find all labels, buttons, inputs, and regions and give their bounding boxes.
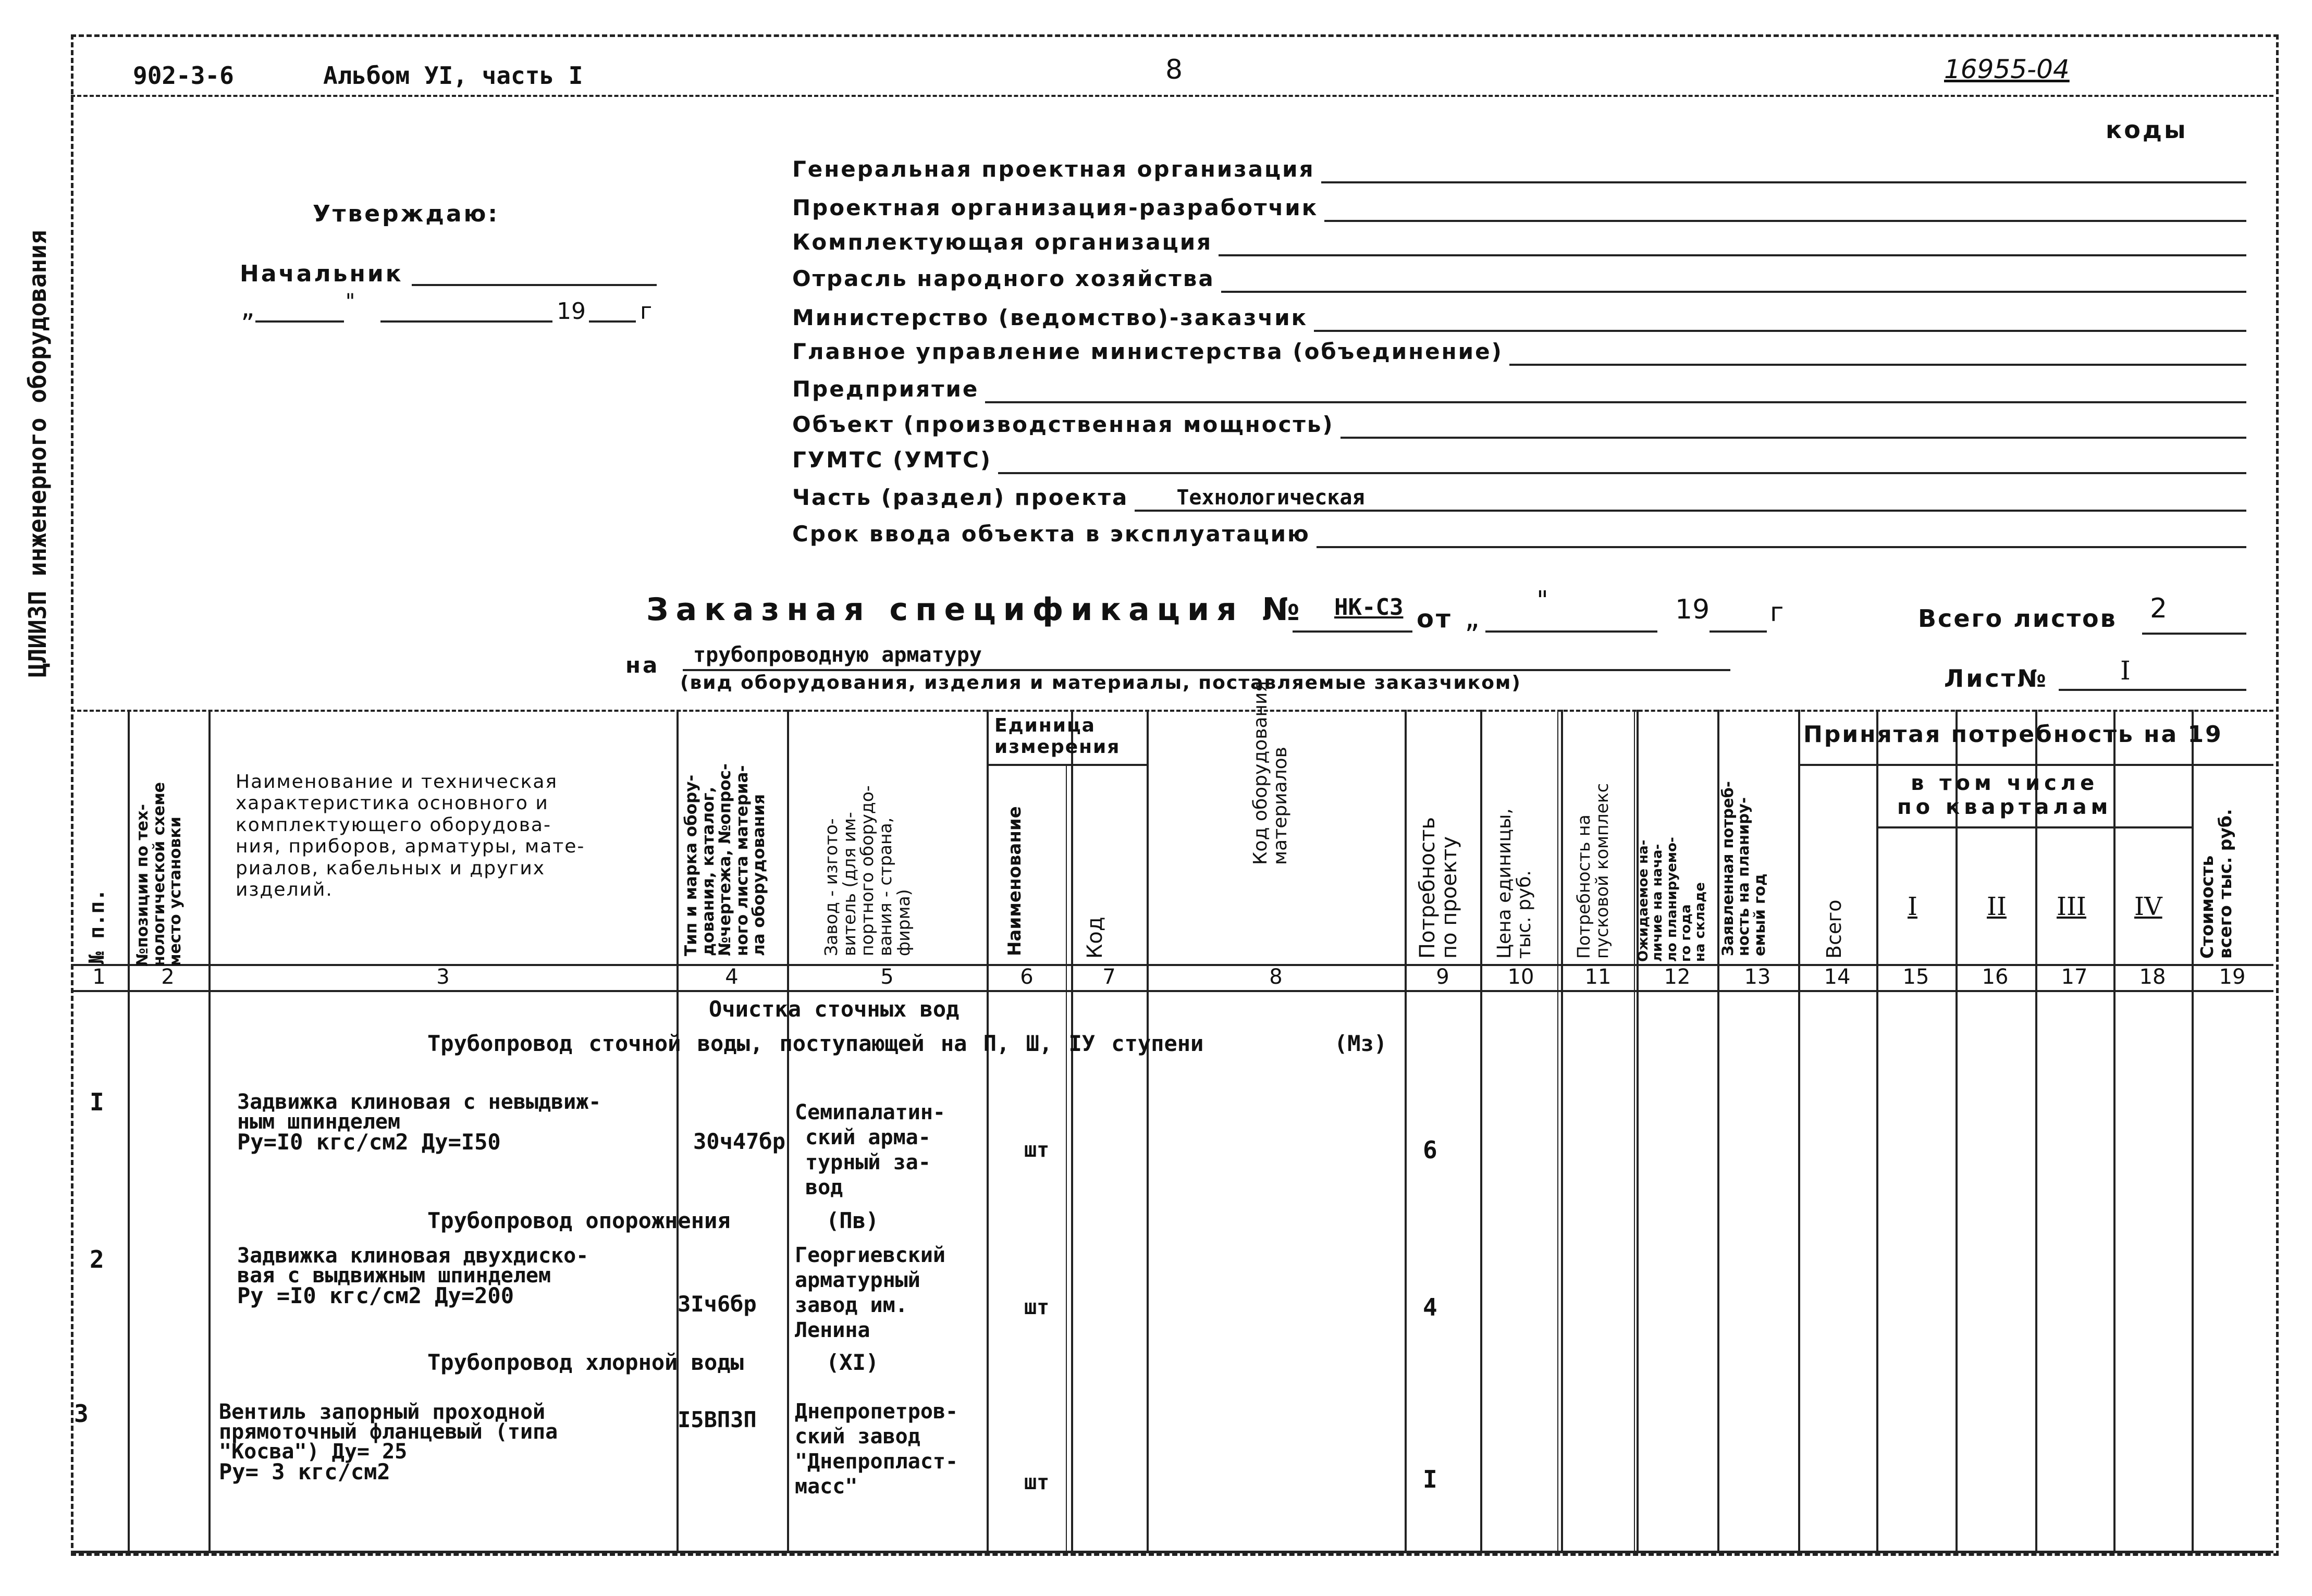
column-number-7: 7: [1102, 965, 1116, 989]
unit-header: Единица измерения: [994, 715, 1121, 758]
spec-quote-open: „: [1465, 604, 1480, 634]
col-header-11: Потребность на пусковой комплекс: [1573, 783, 1612, 959]
row-3-name-1: Вентиль запорный проходной: [219, 1400, 546, 1424]
org-field-line: [1221, 291, 2246, 293]
org-field-value: Технологическая: [1176, 486, 1365, 510]
column-divider: [1480, 710, 1482, 1551]
row-3-maker-1: Днепропетров-: [795, 1400, 958, 1424]
approve-chief-label: Начальник: [240, 261, 403, 287]
sheet-num-label: Лист№: [1944, 664, 2048, 692]
row-3-qty: I: [1423, 1465, 1437, 1493]
column-number-4: 4: [725, 965, 739, 989]
row-2-qty: 4: [1423, 1293, 1437, 1321]
column-divider: [1557, 710, 1558, 1551]
col-header-4: Тип и марка обору- дования, каталог, №чертежа, №опрос- ного листа материа- ла оборудования: [682, 763, 769, 956]
column-number-10: 10: [1507, 965, 1534, 989]
org-field-line: [998, 472, 2246, 474]
row-2-maker-1: Георгиевский: [795, 1243, 945, 1267]
row-3-name-2: прямоточный фланцевый (типа: [219, 1420, 558, 1444]
approve-title: Утверждаю:: [313, 201, 499, 227]
row-2-name-2: вая с выдвижным шпинделем: [237, 1264, 551, 1288]
row-2-maker-2: арматурный: [795, 1268, 920, 1292]
table-bottom-line: [71, 1551, 2273, 1553]
column-number-15: 15: [1902, 965, 1929, 989]
org-field-line: [1341, 437, 2246, 439]
row-1-maker-2: ский арма-: [805, 1125, 931, 1149]
quarters-header-line: [1876, 826, 2192, 828]
row-1-unit: шт: [1024, 1138, 1050, 1162]
column-number-12: 12: [1664, 965, 1691, 989]
col-header-14: Всего: [1823, 899, 1846, 959]
spec-date-line: [1485, 630, 1657, 633]
row-2-maker-3: завод им.: [795, 1293, 908, 1317]
column-divider: [2192, 710, 2194, 1551]
col-header-19: Стоимость всего тыс. руб.: [2197, 809, 2235, 959]
side-stamp: ЦЛИИЗП инженерного оборудования: [23, 230, 52, 677]
column-divider: [1071, 710, 1073, 1551]
row-1-name-3: Ру=I0 кгс/см2 Ду=I50: [237, 1129, 501, 1155]
row-3-name-3: "Косва") Ду= 25: [219, 1440, 408, 1464]
column-number-13: 13: [1744, 965, 1771, 989]
row-2-name-1: Задвижка клиновая двухдиско-: [237, 1244, 589, 1268]
row-3-maker-2: ский завод: [795, 1425, 920, 1449]
row-1-qty: 6: [1423, 1136, 1437, 1164]
spec-year-line: [1710, 630, 1767, 633]
col-header-2: №позиции по тех- нологической схеме место установки: [133, 782, 185, 967]
org-field-line: [1509, 364, 2246, 366]
col-header-10: Цена единицы, тыс. руб.: [1494, 808, 1535, 959]
spec-subject-caption: (вид оборудования, изделия и материалы, поставляемые заказчиком): [680, 672, 1521, 694]
column-number-8: 8: [1269, 965, 1283, 989]
row-1-maker-3: турный за-: [805, 1150, 931, 1174]
org-field-line: [1135, 510, 2246, 512]
column-divider: [2035, 710, 2037, 1551]
org-field-line: [985, 401, 2246, 403]
column-number-1: 1: [92, 965, 106, 989]
col-header-1: № п.п.: [85, 888, 109, 964]
sheet-num: I: [2120, 655, 2131, 686]
quarters-header: в том числе по кварталам: [1897, 771, 2112, 819]
column-number-17: 17: [2061, 965, 2088, 989]
sheets-total-line: [2142, 633, 2246, 635]
org-field-line: [1324, 220, 2246, 222]
row-2-name-3: Ру =I0 кгс/см2 Ду=200: [237, 1283, 514, 1308]
page-number: 8: [1165, 54, 1183, 85]
row-1-name-2: ным шпинделем: [237, 1110, 401, 1134]
approve-date-close: ": [344, 290, 357, 314]
col-header-3: Наименование и техническая характеристика основного и комплектующего оборудова- ния, приборов, арматуры, мате- риалов, кабельных и других изделий.: [236, 771, 585, 900]
org-field-label: Комплектующая организация: [792, 229, 1213, 255]
section-title-3: Трубопровод хлорной воды: [427, 1350, 744, 1375]
column-number-6: 6: [1020, 965, 1034, 989]
approve-month-line: [380, 320, 552, 323]
section-code-1: (Мз): [1334, 1031, 1387, 1056]
org-field-label: Объект (производственная мощность): [792, 412, 1334, 437]
q4-header: IV: [2134, 892, 2162, 921]
column-divider: [1405, 710, 1407, 1551]
row-1-num: I: [90, 1088, 104, 1116]
album-label: Альбом УI, часть I: [323, 61, 583, 90]
row-1-maker-4: вод: [805, 1176, 843, 1199]
col-header-5: Завод - изгото- витель (для им- портного оборудо- вания - страна, фирма): [821, 785, 914, 956]
row-3-maker-4: масс": [795, 1475, 858, 1499]
column-number-19: 19: [2219, 965, 2246, 989]
section-code-2: (Пв): [826, 1208, 879, 1233]
row-2-maker-4: Ленина: [795, 1318, 870, 1342]
column-divider: [1561, 710, 1563, 1551]
org-field-label: Генеральная проектная организация: [792, 156, 1315, 182]
accepted-header-line: [1798, 764, 2273, 766]
q3-header: III: [2057, 892, 2086, 921]
col-header-12: Ожидаемое на- личие на нача- ло планируемо- го года на складе: [1635, 837, 1708, 962]
section-title-2: Трубопровод опорожнения: [427, 1208, 731, 1233]
col-number-bottom-line: [71, 990, 2273, 992]
org-field-label: ГУМТС (УМТС): [792, 447, 992, 473]
sheets-total: 2: [2150, 593, 2168, 624]
row-1-name-1: Задвижка клиновая с невыдвиж-: [237, 1090, 601, 1114]
org-field-line: [1219, 254, 2246, 256]
section-title-0: Очистка сточных вод: [709, 996, 960, 1022]
approve-date-open: „: [241, 296, 255, 323]
approve-year-suffix: г: [640, 298, 653, 325]
row-2-num: 2: [90, 1245, 104, 1273]
spec-subject-line: [683, 669, 1730, 671]
row-3-type: I5ВПЗП: [678, 1407, 757, 1432]
sheets-total-label: Всего листов: [1918, 604, 2117, 633]
col-number-top-line: [71, 964, 2273, 966]
header-divider: [71, 95, 2273, 97]
section-title-1: Трубопровод сточной воды, поступающей на П, Ш, IУ ступени: [427, 1031, 1204, 1056]
approve-year-line: [589, 320, 636, 323]
col-header-9: Потребность по проекту: [1416, 816, 1461, 959]
org-field-label: Главное управление министерства (объединение): [792, 339, 1503, 364]
q1-header: I: [1908, 892, 1917, 921]
spec-title: Заказная спецификация №: [646, 591, 1307, 628]
row-3-num: 3: [74, 1400, 89, 1428]
column-divider: [128, 710, 130, 1551]
column-number-9: 9: [1436, 965, 1449, 989]
column-number-18: 18: [2139, 965, 2166, 989]
col-header-8: Код оборудования материалов: [1250, 681, 1291, 865]
column-divider: [2113, 710, 2116, 1551]
spec-subject: трубопроводную арматуру: [693, 643, 982, 667]
archive-number: 16955-04: [1944, 54, 2070, 84]
column-number-16: 16: [1982, 965, 2009, 989]
row-2-unit: шт: [1024, 1295, 1050, 1319]
sheet-num-line: [2059, 689, 2246, 691]
unit-header-line: [987, 764, 1147, 766]
org-field-label: Отрасль народного хозяйства: [792, 266, 1215, 291]
column-number-11: 11: [1584, 965, 1612, 989]
column-number-14: 14: [1824, 965, 1851, 989]
org-field-label: Часть (раздел) проекта: [792, 485, 1129, 510]
spec-year-prefix: 19: [1675, 594, 1710, 625]
spec-year-suffix: г: [1770, 597, 1784, 627]
column-number-5: 5: [880, 965, 894, 989]
row-2-type: 3Iч6бр: [678, 1291, 757, 1317]
spec-number-line: [1293, 630, 1412, 633]
spec-quote-close: ": [1535, 586, 1550, 615]
approve-year-prefix: 19: [557, 298, 586, 325]
column-divider: [787, 710, 789, 1551]
column-number-2: 2: [161, 965, 175, 989]
approve-day-line: [255, 320, 344, 323]
codes-label: коды: [2106, 116, 2188, 144]
col-header-6: Наименование: [1004, 806, 1025, 956]
org-field-label: Срок ввода объекта в эксплуатацию: [792, 521, 1310, 547]
org-field-line: [1321, 181, 2246, 183]
row-1-maker-1: Семипалатин-: [795, 1100, 945, 1124]
column-divider: [1066, 764, 1067, 1551]
column-divider: [1798, 710, 1800, 1551]
org-field-label: Проектная организация-разработчик: [792, 195, 1319, 220]
column-divider: [208, 710, 211, 1551]
approve-chief-line: [412, 284, 657, 286]
col-header-7: Код: [1083, 917, 1107, 959]
row-1-type: 30ч47бр: [693, 1129, 786, 1154]
row-3-maker-3: "Днепропласт-: [795, 1450, 958, 1474]
title-block-divider: [71, 710, 2273, 712]
column-divider: [1147, 710, 1149, 1551]
org-field-line: [1317, 546, 2246, 548]
col-header-13: Заявленная потреб- ность на планиру- емый год: [1719, 781, 1768, 956]
doc-code: 902-3-6: [133, 61, 234, 90]
accepted-header: Принятая потребность на 19: [1803, 721, 2223, 748]
column-divider: [987, 710, 989, 1551]
column-divider: [1634, 710, 1635, 1551]
column-divider: [1876, 710, 1878, 1551]
spec-on-label: на: [625, 652, 660, 678]
row-3-name-4: Ру= 3 кгс/см2: [219, 1459, 390, 1484]
spec-from-label: от: [1417, 604, 1453, 634]
org-field-label: Министерство (ведомство)-заказчик: [792, 305, 1308, 330]
row-3-unit: шт: [1024, 1470, 1050, 1494]
org-field-label: Предприятие: [792, 376, 979, 402]
q2-header: II: [1987, 892, 2007, 921]
org-field-line: [1314, 330, 2246, 332]
spec-number: НК-СЗ: [1334, 594, 1404, 621]
section-code-3: (ХI): [826, 1350, 879, 1375]
column-divider: [1956, 710, 1958, 1551]
column-divider: [1637, 710, 1639, 1551]
column-number-3: 3: [436, 965, 450, 989]
